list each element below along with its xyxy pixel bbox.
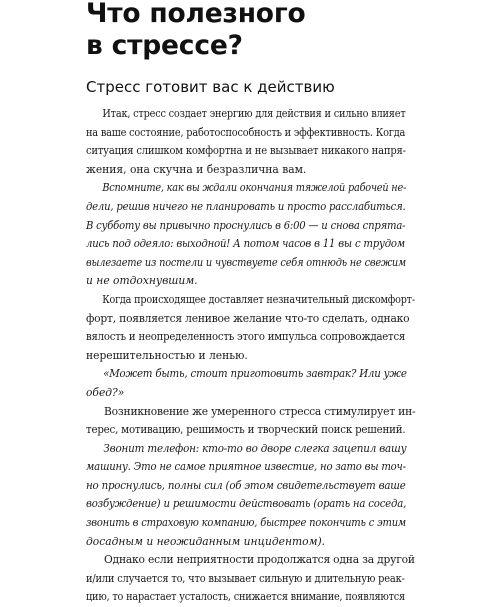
paragraph — [86, 551, 416, 607]
text-line: ситуация слишком комфортна и не вызывает никакого напря- — [86, 144, 406, 158]
text-line: «Может быть, стоит приготовить завтрак? Или уже — [103, 367, 407, 381]
text-line: на ваше состояние, работоспособность и эффективность. Когда — [86, 125, 406, 139]
text-line: звонить в страховую компанию, быстрее покончить с этим — [86, 516, 406, 530]
text-line: машину. Это не самое приятное известие, но зато вы точ- — [86, 460, 406, 474]
paragraph — [86, 291, 416, 365]
body-text — [86, 105, 416, 607]
text-line: Возникновение же умеренного стресса стимулирует ин- — [104, 404, 416, 418]
text-line: но проснулись, полны сил (об этом свидетельствует ваше — [86, 478, 406, 492]
text-line: обед?» — [86, 385, 125, 399]
chapter-title-line: Что полезного — [86, 0, 306, 29]
text-line: нерешительностью и ленью. — [86, 348, 248, 362]
text-line: терес, мотивацию, решимость и творческий поиск решений. — [86, 423, 406, 437]
text-line: возбуждение) и решимости действовать (орать на соседа, — [86, 497, 407, 511]
section-heading: Стресс готовит вас к действию — [86, 78, 335, 96]
text-line: Итак, стресс создает энергию для действия и сильно влияет — [102, 107, 406, 120]
example-paragraph — [86, 440, 416, 552]
example-paragraph — [86, 179, 416, 291]
text-line: Звонит телефон: кто-то во дворе слегка зацепил вашу — [103, 441, 407, 455]
text-line: жения, она скучна и безразлична вам. — [86, 162, 307, 176]
paragraph — [86, 403, 416, 440]
text-line: и не отдохнувшим. — [86, 274, 198, 288]
text-line: Вспомните, как вы ждали окончания тяжелой рабочей не- — [102, 181, 407, 195]
chapter-title — [86, 0, 305, 62]
paragraph — [86, 105, 416, 179]
chapter-title-line: в стрессе? — [86, 30, 243, 61]
text-line: вялость и неопределенность этого импульса сопровождается — [86, 330, 406, 344]
text-line: Однако если неприятности продолжатся одна за другой — [104, 553, 415, 567]
text-line: дели, решив ничего не планировать и просто расслабиться. — [86, 199, 406, 213]
text-line: форт, появляется ленивое желание что-то сделать, однако — [86, 311, 410, 325]
text-line: и/или случается то, что вызывает сильную и длительную реак- — [86, 571, 405, 585]
text-line: вылезаете из постели и чувствуете себя отнюдь не свежим — [86, 255, 406, 269]
text-line: лись под одеяло: выходной! А потом часов в 11 вы с трудом — [86, 237, 405, 251]
example-paragraph — [86, 365, 416, 402]
text-line: досадным и неожиданным инцидентом). — [86, 534, 326, 548]
text-line: Когда происходящее доставляет незначительный дискомфорт- — [102, 292, 415, 306]
text-line: В субботу вы привычно проснулись в 6:00 — и снова спрята- — [86, 218, 406, 232]
text-line: цию, то нарастает усталость, снижается внимание, появляются — [86, 590, 405, 604]
